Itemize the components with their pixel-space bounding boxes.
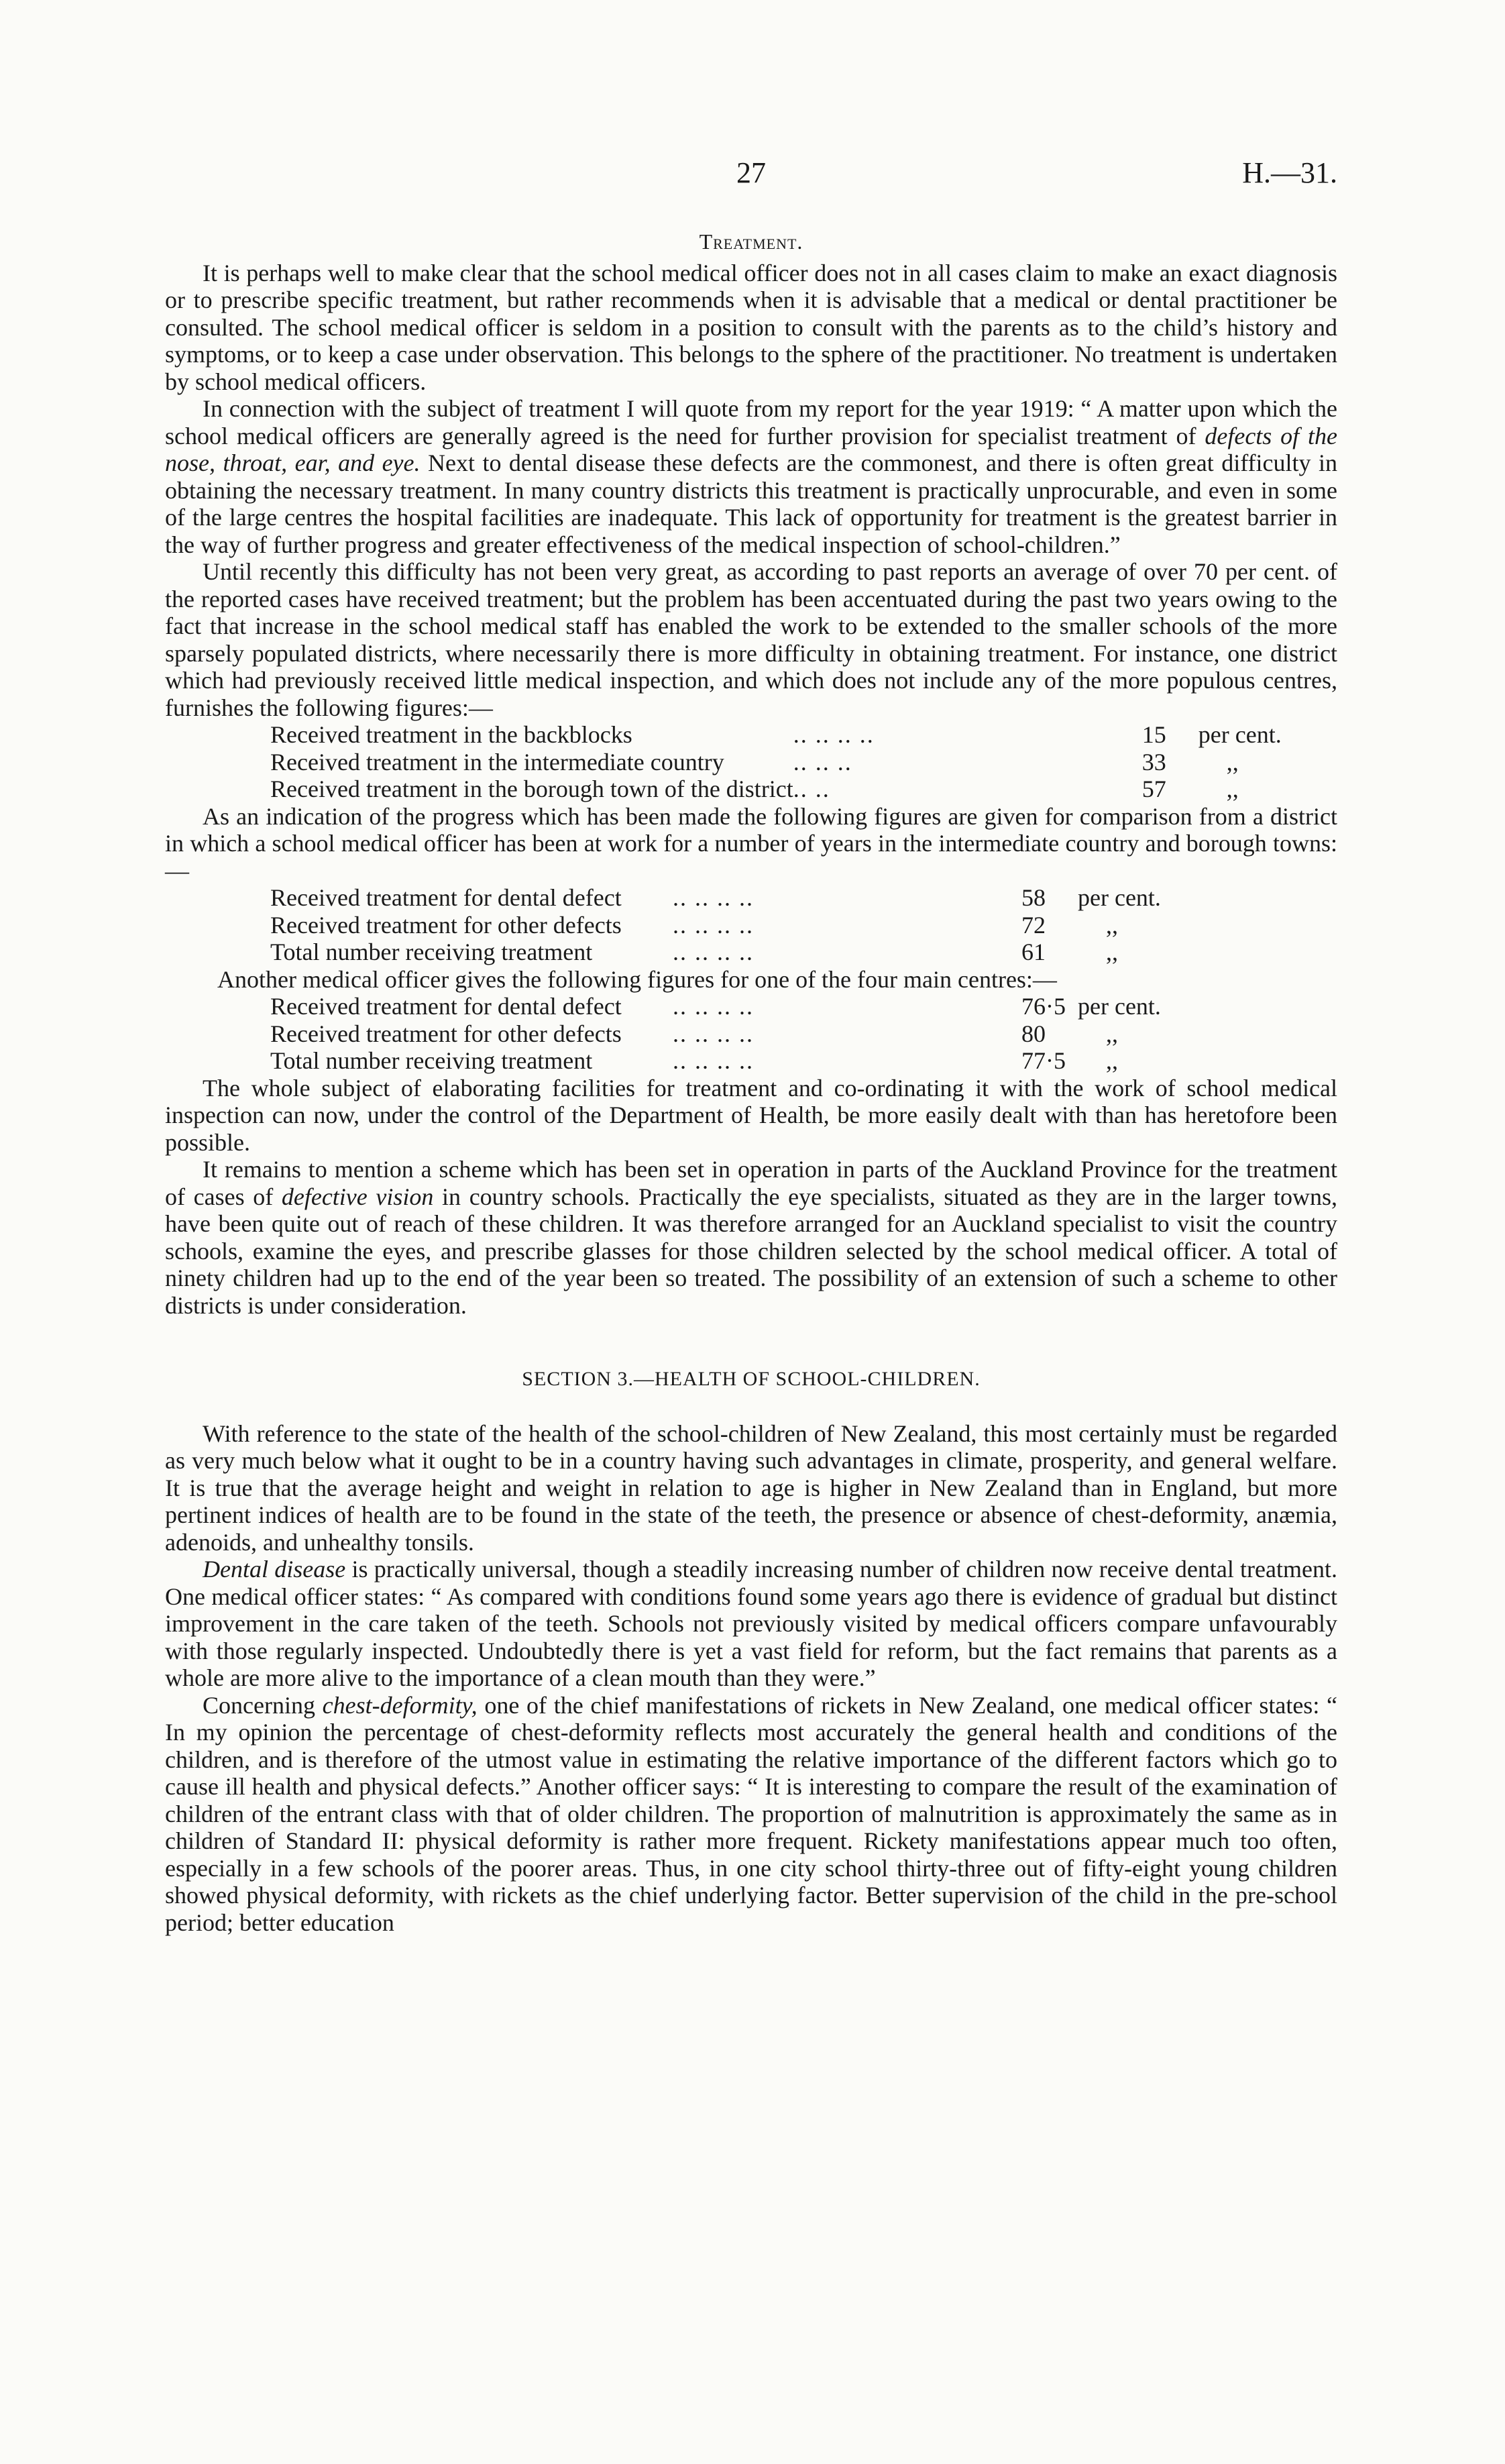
row-value: 15 [1141, 721, 1166, 748]
leader-dots: .. .. .. .. [673, 884, 754, 911]
leader-dots: .. .. .. .. [673, 939, 754, 965]
row-unit: ,, [1106, 939, 1118, 965]
table-row [270, 993, 1161, 1020]
table-row [270, 884, 1161, 912]
row-label: Received treatment in the backblocks [270, 721, 632, 748]
paragraph-text: in country schools. Practically the eye specialists, situated as they are in the larger towns, have been quite out of reach of these children. It was therefore arranged for an Auckland specialist to visit the country schools, examine the eyes, and prescribe glasses for those children selected by the school medical officer. A total of ninety children had up to the end of the year been so treated. The possibility of an extension of such a scheme to other districts is under consideration. [165, 1183, 1338, 1319]
treatment-paragraph-6: The whole subject of elaborating facilities for treatment and co-ordinating it with the work of school medical inspection can now, under the control of the Department of Health, be more easily dealt with than has heretofore been possible. [165, 1074, 1337, 1156]
leader-dots: .. .. .. .. [673, 911, 754, 939]
row-unit: per cent. [1078, 884, 1161, 911]
row-unit: ,, [1226, 748, 1239, 775]
emphasis-text: defects of the nose, throat, ear, and eye. [165, 422, 1337, 476]
leader-dots: .. .. .. .. [673, 1020, 754, 1047]
row-value: 72 [1021, 911, 1046, 939]
leader-dots: .. .. .. .. [793, 721, 875, 748]
treatment-paragraph-7 [165, 1156, 1337, 1319]
row-label: Received treatment for other defects [270, 1020, 622, 1047]
figures-table-intermediate [270, 884, 1161, 966]
treatment-paragraph-2 [165, 395, 1337, 558]
row-value: 76·5 [1021, 993, 1066, 1020]
row-value: 58 [1021, 884, 1046, 911]
row-label: Total number receiving treatment [270, 939, 593, 965]
section3-paragraph-2 [165, 1556, 1337, 1692]
page-body [165, 228, 1337, 1936]
emphasis-text: defective vision [281, 1183, 434, 1210]
row-value: 57 [1141, 775, 1166, 802]
section3-paragraph-1: With reference to the state of the health of the school-children of New Zealand, this most certainly must be regarded as very much below what it ought to be in a country having such advantages in climate, prosperity, and general welfare. It is true that the average height and weight in relation to age is higher in New Zealand than in England, but more pertinent indices of health are to be found in the state of the teeth, the presence or absence of chest-deformity, anæmia, adenoids, and unhealthy tonsils. [165, 1420, 1337, 1556]
leader-dots: .. .. [793, 775, 830, 802]
table-row [270, 1020, 1161, 1048]
row-value: 61 [1021, 939, 1046, 965]
row-label: Received treatment in the borough town of the district [270, 775, 793, 802]
figures-table-backblocks [270, 721, 1282, 803]
paragraph-text: Concerning [203, 1691, 323, 1719]
row-label: Received treatment for dental defect [270, 993, 622, 1020]
emphasis-text: Dental disease [203, 1556, 346, 1583]
page-header [165, 156, 1337, 203]
leader-dots: .. .. .. [793, 748, 852, 775]
treatment-paragraph-1: It is perhaps well to make clear that the school medical officer does not in all cases claim to make an exact diagnosis or to prescribe specific treatment, but rather recommends when it is advisable that a medical or dental practitioner be consulted. The school medical officer is seldom in a position to consult with the parents as to the child’s history and symptoms, or to keep a case under observation. This belongs to the sphere of the practitioner. No treatment is undertaken by school medical officers. [165, 259, 1337, 395]
row-unit: ,, [1226, 775, 1239, 802]
treatment-paragraph-3: Until recently this difficulty has not been very great, as according to past reports an average of over 70 per cent. of the reported cases have received treatment; but the problem has been accentuated during the past two years owing to the fact that increase in the school medical staff has enabled the work to be extended to the smaller schools of the more sparsely populated districts, where necessarily there is more difficulty in obtaining treatment. For instance, one district which had previously received little medical inspection, and which does not include any of the more populous centres, furnishes the following figures:— [165, 558, 1337, 721]
paragraph-text: Next to dental disease these defects are the commonest, and there is often great difficulty in obtaining the necessary treatment. In many country districts this treatment is practically unprocurable, and even in some of the large centres the hospital facilities are inadequate. This lack of opportunity for treatment is the greatest barrier in the way of further progress and greater effectiveness of the medical inspection of school-children.” [165, 449, 1337, 558]
row-label: Received treatment for dental defect [270, 884, 622, 911]
table-row [270, 749, 1282, 776]
row-unit: per cent. [1078, 993, 1161, 1020]
paragraph-text: one of the chief manifestations of rickets in New Zealand, one medical officer states: “ In my opinion the percentage of chest-deformity reflects most accurately the general health and conditions of the children, and is therefore of the utmost value in estimating the relative importance of the different factors which go to cause ill health and physical defects.” Another officer says: “ It is interesting to compare the result of the examination of children of the entrant class with that of older children. The proportion of malnutrition is approximately the same as in children of Standard II: physical deformity is rather more frequent. Rickety manifestations appear much too often, especially in a few schools of the poorer areas. Thus, in one city school thirty-three out of fifty-eight young children showed physical deformity, with rickets as the chief underlying factor. Better supervision of the child in the pre-school period; better education [165, 1691, 1337, 1936]
treatment-paragraph-4: As an indication of the progress which has been made the following figures are given for comparison from a district in which a school medical officer has been at work for a number of years in the intermediate country and borough towns:— [165, 802, 1337, 884]
paragraph-text: In connection with the subject of treatment I will quote from my report for the year 1919: “ A matter upon which the school medical officers are generally agreed is the need for further provision for specialist treatment of [165, 395, 1337, 449]
emphasis-text: chest-deformity, [322, 1691, 478, 1719]
row-value: 77·5 [1021, 1047, 1066, 1074]
row-unit: ,, [1106, 1020, 1118, 1047]
row-label: Received treatment in the intermediate country [270, 748, 724, 775]
section-3-heading: SECTION 3.—HEALTH OF SCHOOL-CHILDREN. [522, 1368, 981, 1390]
document-reference: H.—31. [1242, 156, 1337, 189]
page-number: 27 [736, 156, 766, 189]
row-unit: ,, [1106, 1047, 1118, 1074]
table-row [270, 775, 1282, 803]
table-row [270, 1047, 1161, 1075]
treatment-heading: Treatment. [699, 229, 803, 254]
row-value: 33 [1141, 748, 1166, 775]
figures-table-main-centres [270, 993, 1161, 1075]
row-value: 80 [1021, 1020, 1046, 1047]
paragraph-text: It remains to mention a scheme which has been set in operation in parts of the Auckland Province for the treatment of cases of [165, 1156, 1337, 1210]
leader-dots: .. .. .. .. [673, 993, 754, 1020]
row-unit: ,, [1106, 911, 1118, 939]
leader-dots: .. .. .. .. [673, 1047, 754, 1074]
section3-paragraph-3 [165, 1692, 1337, 1937]
table-row [270, 912, 1161, 939]
row-unit: per cent. [1198, 721, 1282, 748]
treatment-paragraph-5: Another medical officer gives the following figures for one of the four main centres:— [217, 965, 1057, 993]
row-label: Received treatment for other defects [270, 911, 622, 939]
table-row [270, 721, 1282, 749]
row-label: Total number receiving treatment [270, 1047, 593, 1074]
table-row [270, 939, 1161, 966]
paragraph-text: is practically universal, though a steadily increasing number of children now receive dental treatment. One medical officer states: “ As compared with conditions found some years ago there is evidence of gradual but distinct improvement in the care taken of the teeth. Schools not previously visited by medical officers compare unfavourably with those regularly inspected. Undoubtedly there is yet a vast field for reform, but the fact remains that parents as a whole are more alive to the importance of a clean mouth than they were.” [165, 1556, 1337, 1691]
